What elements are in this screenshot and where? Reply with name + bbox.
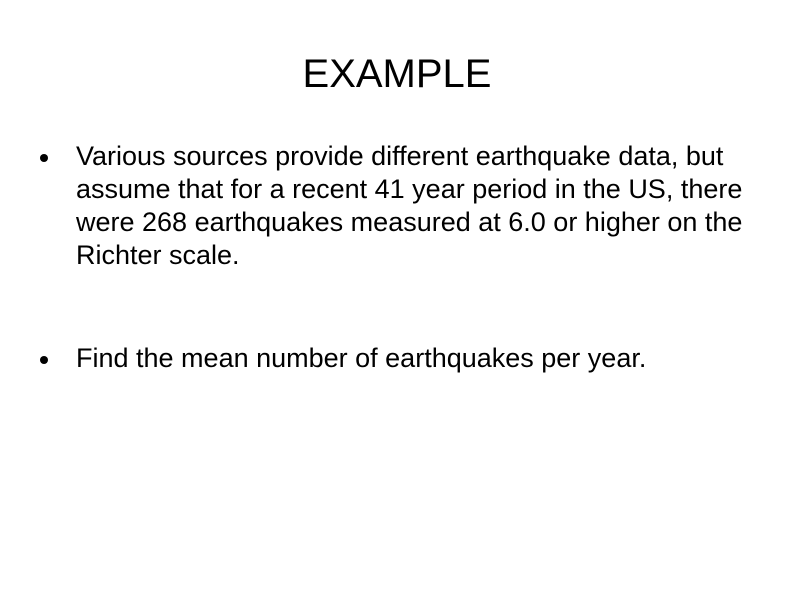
bullet-dot-icon: [40, 356, 48, 364]
bullet-dot-icon: [40, 154, 48, 162]
bullet-text: Various sources provide different earthquake data, but assume that for a recent 41 year period in the US, there were 268 earthquakes measured at 6.0 or higher on the Richter scale.: [76, 141, 743, 270]
bullet-list: [40, 140, 760, 375]
slide-title: EXAMPLE: [302, 52, 492, 96]
bullet-item: [40, 342, 760, 375]
bullet-text: Find the mean number of earthquakes per year.: [76, 343, 647, 373]
bullet-item: [40, 140, 760, 272]
